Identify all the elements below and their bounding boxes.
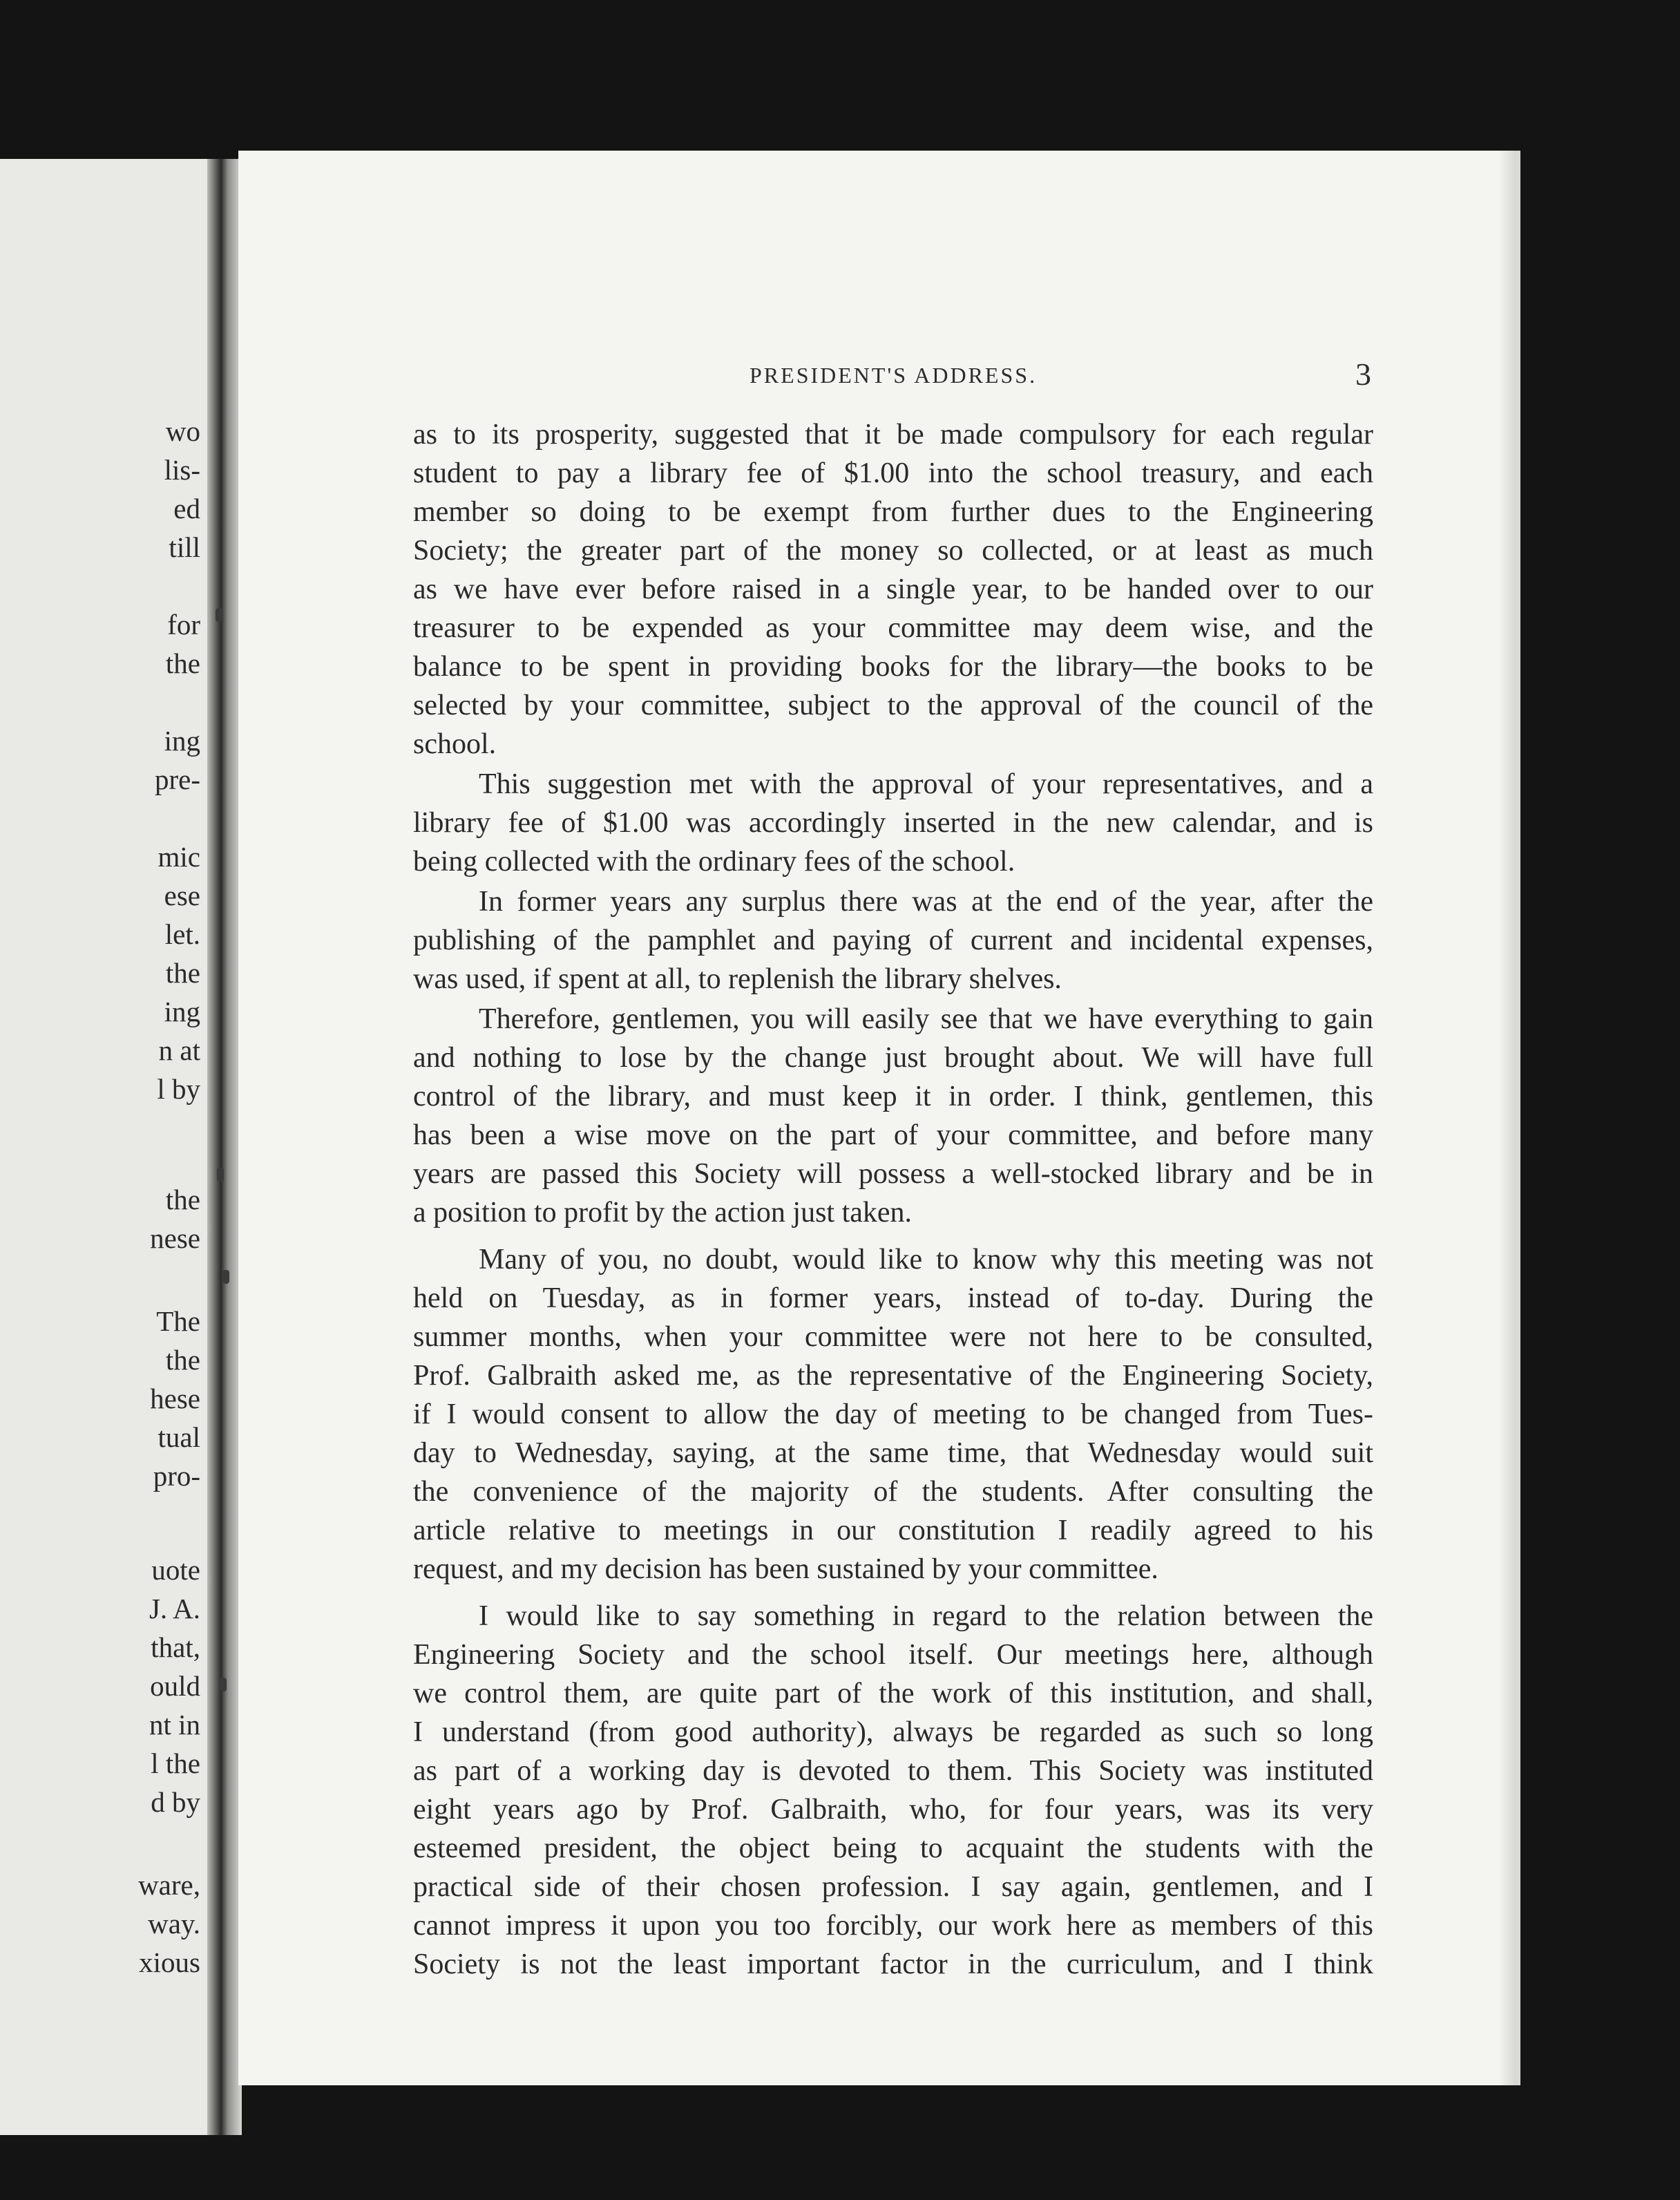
left-fragment: ed bbox=[173, 493, 200, 524]
text-line: cannot impress it upon you too forcibly, our work here as members of this bbox=[413, 1910, 1373, 1942]
left-fragment: hese bbox=[150, 1383, 200, 1414]
left-fragment: ese bbox=[164, 880, 200, 911]
text-line: member so doing to be exempt from further dues to the Engineering bbox=[413, 496, 1373, 528]
text-line: and nothing to lose by the change just brought about. We will have full bbox=[413, 1042, 1373, 1074]
text-line: Therefore, gentlemen, you will easily see that we have everything to gain bbox=[479, 1003, 1373, 1035]
running-head: PRESIDENT'S ADDRESS. bbox=[750, 363, 1038, 388]
left-fragment: pre- bbox=[154, 764, 200, 795]
left-fragment: l by bbox=[157, 1073, 200, 1105]
text-line: held on Tuesday, as in former years, instead of to-day. During the bbox=[413, 1282, 1373, 1314]
text-line: Society; the greater part of the money so collected, or at least as much bbox=[413, 535, 1373, 567]
left-fragment: for bbox=[167, 609, 200, 641]
text-line: Engineering Society and the school itself. Our meetings here, although bbox=[413, 1639, 1373, 1671]
page-body bbox=[413, 415, 1373, 1985]
text-line: library fee of $1.00 was accordingly inserted in the new calendar, and is bbox=[413, 807, 1373, 839]
left-fragment: ould bbox=[150, 1670, 200, 1702]
paragraph bbox=[413, 882, 1373, 998]
text-line: as part of a working day is devoted to them. This Society was instituted bbox=[413, 1755, 1373, 1787]
binding-thread-mark bbox=[220, 1678, 227, 1691]
left-fragment: wo bbox=[165, 415, 200, 447]
left-fragment: l the bbox=[151, 1747, 200, 1779]
binding-thread-mark bbox=[216, 608, 222, 622]
text-line: as we have ever before raised in a single year, to be handed over to our bbox=[413, 573, 1373, 605]
text-line: school. bbox=[413, 728, 497, 760]
left-fragment: that, bbox=[151, 1631, 200, 1663]
text-line: selected by your committee, subject to the approval of the council of the bbox=[413, 690, 1373, 721]
text-line: as to its prosperity, suggested that it be made compulsory for each regular bbox=[413, 419, 1373, 451]
left-fragment: the bbox=[165, 957, 200, 989]
paragraph bbox=[413, 415, 1373, 764]
text-line: was used, if spent at all, to replenish the library shelves. bbox=[413, 963, 1062, 995]
left-fragment: pro- bbox=[153, 1460, 200, 1492]
paragraph bbox=[413, 1597, 1373, 1984]
left-page-edge bbox=[0, 159, 228, 2135]
left-fragment: till bbox=[169, 531, 200, 563]
left-fragment: ing bbox=[164, 996, 200, 1027]
left-fragment: tual bbox=[158, 1421, 200, 1453]
page-number: 3 bbox=[1355, 357, 1371, 392]
left-fragment: The bbox=[156, 1305, 200, 1337]
text-line: treasurer to be expended as your committee may deem wise, and the bbox=[413, 612, 1373, 644]
text-line: In former years any surplus there was at the end of the year, after the bbox=[479, 886, 1373, 918]
text-line: Society is not the least important factor in the curriculum, and I think bbox=[413, 1948, 1373, 1980]
left-fragment: ware, bbox=[138, 1869, 200, 1901]
paragraph bbox=[413, 765, 1373, 881]
text-line: we control them, are quite part of the work of this institution, and shall, bbox=[413, 1678, 1373, 1709]
text-line: practical side of their chosen profession. I say again, gentlemen, and I bbox=[413, 1871, 1373, 1903]
binding-thread-mark bbox=[222, 1270, 229, 1284]
left-fragment: ing bbox=[164, 725, 200, 757]
left-fragment: mic bbox=[158, 841, 200, 873]
left-fragment: the bbox=[165, 1344, 200, 1376]
text-line: has been a wise move on the part of your committee, and before many bbox=[413, 1119, 1373, 1151]
book-gutter bbox=[207, 159, 242, 2135]
text-line: the convenience of the majority of the students. After consulting the bbox=[413, 1476, 1373, 1508]
text-line: years are passed this Society will possess a well-stocked library and be in bbox=[413, 1158, 1373, 1190]
text-line: if I would consent to allow the day of meeting to be changed from Tues- bbox=[413, 1398, 1373, 1430]
left-fragment: let. bbox=[164, 918, 200, 950]
left-fragment: lis- bbox=[164, 454, 200, 486]
text-line: being collected with the ordinary fees of the school. bbox=[413, 846, 1015, 878]
left-fragment: nt in bbox=[149, 1709, 200, 1741]
text-line: Prof. Galbraith asked me, as the representative of the Engineering Society, bbox=[413, 1360, 1373, 1392]
paragraph bbox=[413, 1240, 1373, 1589]
left-fragment: J. A. bbox=[149, 1593, 200, 1624]
left-fragment: the bbox=[165, 647, 200, 679]
text-line: request, and my decision has been sustained by your committee. bbox=[413, 1553, 1158, 1585]
left-fragment: n at bbox=[158, 1034, 200, 1066]
text-line: I would like to say something in regard to the relation between the bbox=[479, 1600, 1373, 1632]
text-line: balance to be spent in providing books for the library—the books to be bbox=[413, 651, 1373, 683]
text-line: eight years ago by Prof. Galbraith, who, for four years, was its very bbox=[413, 1794, 1373, 1826]
text-line: a position to profit by the action just taken. bbox=[413, 1197, 913, 1229]
left-fragment: xious bbox=[139, 1946, 200, 1978]
binding-thread-mark bbox=[217, 1168, 224, 1182]
text-line: day to Wednesday, saying, at the same time, that Wednesday would suit bbox=[413, 1437, 1373, 1469]
text-line: student to pay a library fee of $1.00 into the school treasury, and each bbox=[413, 457, 1373, 489]
left-fragment: way. bbox=[148, 1908, 200, 1940]
text-line: I understand (from good authority), always be regarded as such so long bbox=[413, 1716, 1373, 1748]
text-line: control of the library, and must keep it in order. I think, gentlemen, this bbox=[413, 1081, 1373, 1112]
text-line: esteemed president, the object being to acquaint the students with the bbox=[413, 1832, 1373, 1864]
left-fragment: d by bbox=[151, 1786, 200, 1818]
left-fragment: uote bbox=[151, 1554, 200, 1586]
text-line: summer months, when your committee were not here to be consulted, bbox=[413, 1321, 1373, 1353]
left-fragment: the bbox=[165, 1184, 200, 1215]
paragraph bbox=[413, 1000, 1373, 1232]
text-line: article relative to meetings in our constitution I readily agreed to his bbox=[413, 1515, 1373, 1546]
text-line: publishing of the pamphlet and paying of current and incidental expenses, bbox=[413, 924, 1373, 956]
left-fragment: nese bbox=[150, 1222, 200, 1254]
text-line: This suggestion met with the approval of your representatives, and a bbox=[479, 768, 1373, 800]
text-line: Many of you, no doubt, would like to know why this meeting was not bbox=[479, 1244, 1373, 1276]
